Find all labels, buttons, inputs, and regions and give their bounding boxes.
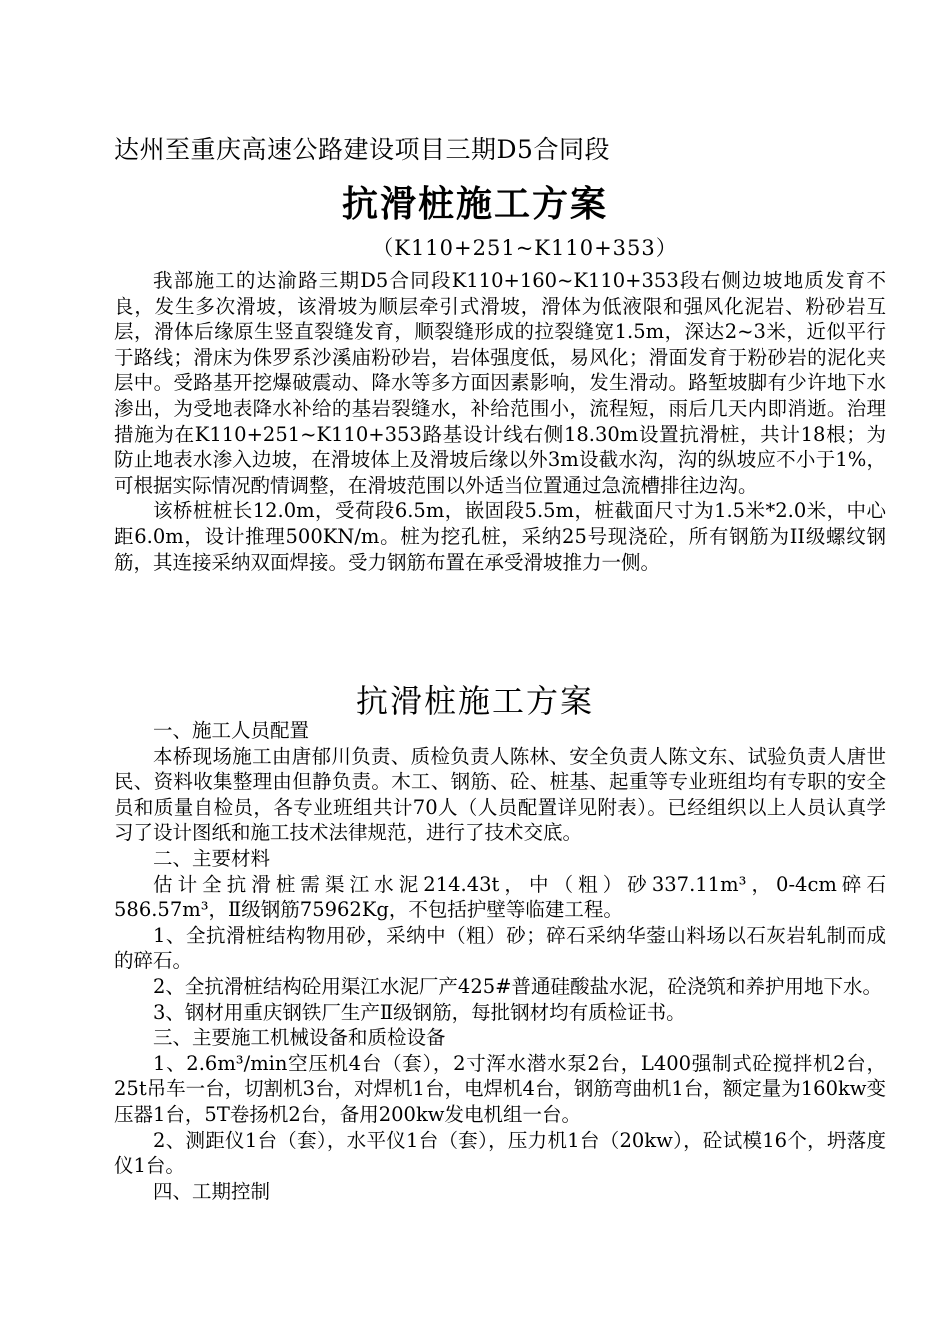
plan-body <box>114 718 886 1204</box>
paragraph-materials-sand: 1、全抗滑桩结构物用砂，采纳中（粗）砂；碎石采纳华蓥山料场以石灰岩轧制而成的碎石。 <box>114 923 886 973</box>
heading-personnel: 一、施工人员配置 <box>153 719 310 742</box>
intro-section <box>114 268 886 575</box>
intro-paragraph-1: 我部施工的达渝路三期D5合同段K110+160~K110+353段右侧边坡地质发育不良，发生多次滑坡，该滑坡为顺层牵引式滑坡，滑体为低液限和强风化泥岩、粉砂岩互层，滑体后缘原生竖直裂缝发育，顺裂缝形成的拉裂缝宽1.5m，深达2~3米，近似平行于路线；滑床为侏罗系沙溪庙粉砂岩，岩体强度低，易风化；滑面发育于粉砂岩的泥化夹层中。受路基开挖爆破震动、降水等多方面因素影响，发生滑动。路堑坡脚有少许地下水渗出，为受地表降水补给的基岩裂缝水，补给范围小，流程短，雨后几天内即消逝。治理措施为在K110+251~K110+353路基设计线右侧18.30m设置抗滑桩，共计18根；为防止地表水渗入边坡，在滑坡体上及滑坡后缘以外3m设截水沟，沟的纵坡应不小于1%，可根据实际情况酌情调整，在滑坡范围以外适当位置通过急流槽排往边沟。 <box>114 269 886 497</box>
heading-schedule: 四、工期控制 <box>153 1179 271 1203</box>
paragraph-personnel: 本桥现场施工由唐郁川负责、质检负责人陈林、安全负责人陈文东、试验负责人唐世民、资料收集整理由但静负责。木工、钢筋、砼、桩基、起重等专业班组均有专职的安全员和质量自检员，各专业班组共计70人（人员配置详见附表）。已经组织以上人员认真学习了设计图纸和施工技术法律规范，进行了技术交底。 <box>114 744 886 845</box>
paragraph-equipment-machines: 1、2.6m³/min空压机4台（套），2寸浑水潜水泵2台，L400强制式砼搅拌机2台，25t吊车一台，切割机3台，对焊机1台，电焊机4台，钢筋弯曲机1台，额定量为160kw变压器1台，5T卷扬机2台，备用200kw发电机组一台。 <box>114 1051 887 1126</box>
chainage-range: （K110+251~K110+353） <box>372 236 678 260</box>
intro-paragraph-2: 该桥桩桩长12.0m，受荷段6.5m，嵌固段5.5m，桩截面尺寸为1.5米*2.0米，中心距6.0m，设计推理500KN/m。桩为挖孔桩，采纳25号现浇砼，所有钢筋为II级螺纹钢筋，其连接采纳双面焊接。受力钢筋布置在承受滑坡推力一侧。 <box>114 499 886 574</box>
paragraph-equipment-testing: 2、测距仪1台（套），水平仪1台（套），压力机1台（20kw），砼试模16个，坍落度仪1台。 <box>114 1128 886 1178</box>
paragraph-materials-cement: 2、全抗滑桩结构砼用渠江水泥厂产425#普通硅酸盐水泥，砼浇筑和养护用地下水。 <box>153 974 882 998</box>
heading-equipment: 三、主要施工机械设备和质检设备 <box>153 1026 446 1050</box>
section-title: 抗滑桩施工方案 <box>355 682 594 720</box>
project-subtitle: 达州至重庆高速公路建设项目三期D5合同段 <box>114 135 610 164</box>
heading-materials: 二、主要材料 <box>153 846 271 870</box>
paragraph-materials-estimate: 估计全抗滑桩需渠江水泥214.43t，中（粗）砂337.11m³，0-4cm碎石586.57m³，Ⅱ级钢筋75962Kg，不包括护壁等临建工程。 <box>114 872 886 922</box>
document-title: 抗滑桩施工方案 <box>341 183 608 225</box>
paragraph-materials-steel: 3、钢材用重庆钢铁厂生产Ⅱ级钢筋，每批钢材均有质检证书。 <box>153 1000 686 1024</box>
